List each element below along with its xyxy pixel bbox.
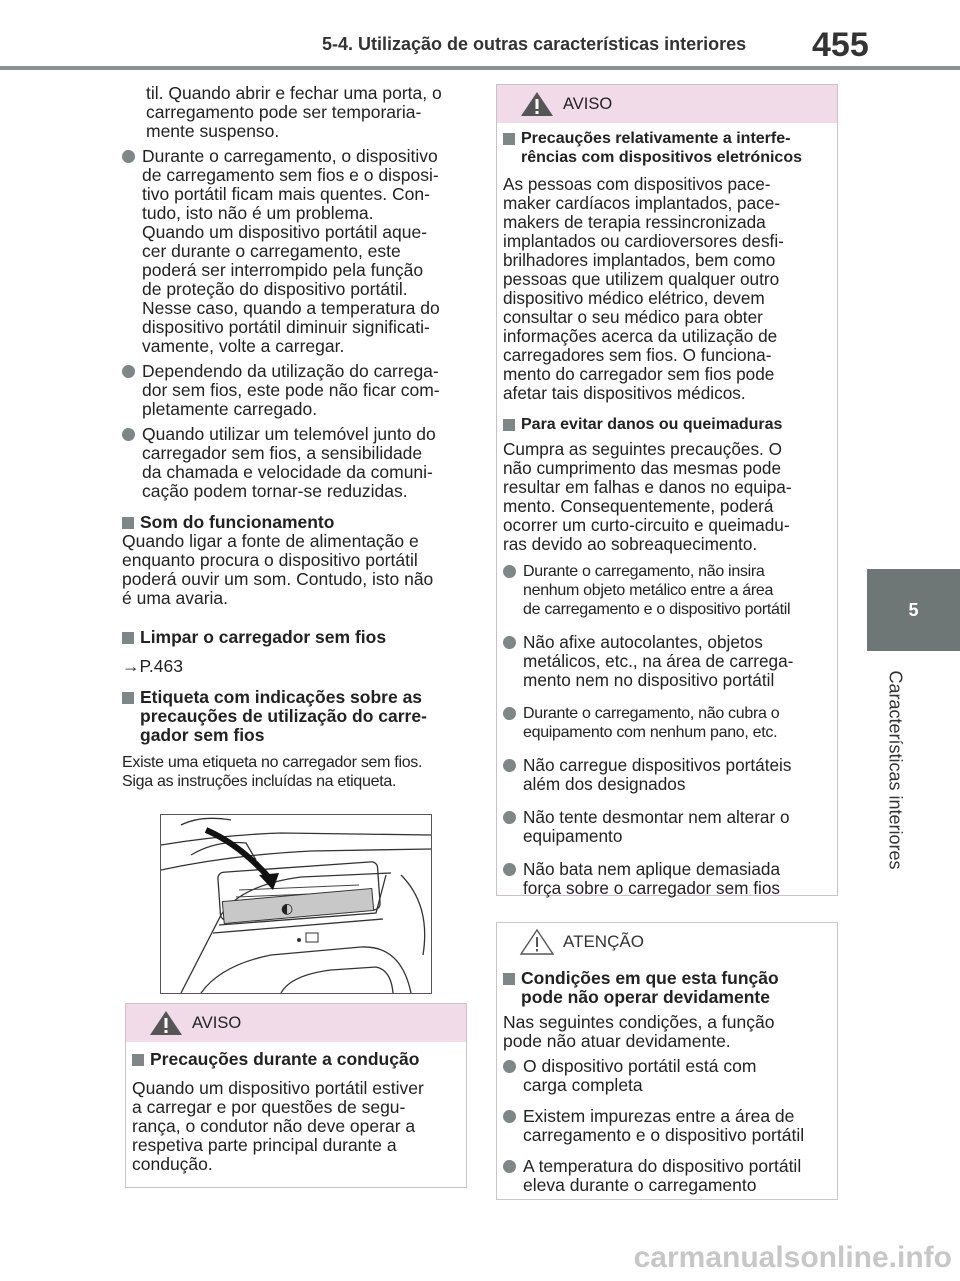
warning-text-damage: Cumpra as seguintes precauções. O não cumprimento das mesmas pode resultar em falhas e danos no equipa- mento. Consequentemente, poderá ocorrer um curto-circuito e queimadu- ras devido ao sobreaquecimento.: [503, 439, 792, 554]
warning-heading-damage: Para evitar danos ou queimaduras: [503, 415, 829, 434]
left-column: [122, 84, 472, 791]
attention-heading: Condições em que esta função pode não operar devidamente: [503, 969, 829, 1007]
warning-header: AVISO: [126, 1004, 466, 1042]
warning-box-driving: [125, 1003, 467, 1188]
intro-text: til. Quando abrir e fechar uma porta, o carregamento pode ser temporaria- mente suspenso.: [146, 83, 442, 141]
warning-triangle-icon: [519, 90, 555, 118]
section-text-label: Existe uma etiqueta no carregador sem fios. Siga as instruções incluídas na etiqueta.: [122, 754, 423, 790]
bullet-item: Durante o carregamento, o dispositivo de carregamento sem fios e o disposi- tivo portátil ficam mais quentes. Con- tudo, isto não é um problema. Quando um dispositivo portátil aque- cer durante o carregamento, este poderá ser interrompido pela função de proteção do dispositivo portátil. Nesse caso, quando a temperatura do dispositivo portátil diminuir significati- vamente, volte a carregar.: [122, 147, 472, 356]
bullet-dot-icon: [503, 759, 516, 772]
charger-drawing: [161, 815, 431, 993]
warning-triangle-icon: [148, 1009, 184, 1037]
bullet-dot-icon: [503, 1160, 516, 1173]
attention-header: ATENÇÃO: [497, 923, 837, 961]
bullet-item: Não carregue dispositivos portáteis além dos designados: [503, 756, 829, 794]
section-text-sound: Quando ligar a fonte de alimentação e enquanto procura o dispositivo portátil poderá ouvir um som. Contudo, isto não é uma avaria.: [122, 531, 434, 608]
warning-heading-interference: Precauções relativamente a interfe- rências com dispositivos eletrónicos: [503, 129, 829, 167]
bullet-item: Não bata nem aplique demasiada força sobre o carregador sem fios: [503, 860, 829, 898]
chapter-tab-number: 5: [908, 599, 919, 620]
bullet-dot-icon: [503, 1110, 516, 1123]
caution-triangle-icon: [519, 928, 555, 956]
bullet-dot-icon: [122, 150, 135, 163]
bullet-dot-icon: [503, 565, 516, 578]
heading-square-icon: [122, 632, 134, 644]
heading-square-icon: [503, 419, 515, 431]
watermark: carmanualsonline.info: [633, 1241, 952, 1274]
heading-square-icon: [122, 517, 134, 529]
bullet-dot-icon: [503, 636, 516, 649]
bullet-dot-icon: [122, 428, 135, 441]
bullet-item: Durante o carregamento, não cubra o equipamento com nenhum pano, etc.: [503, 704, 829, 742]
warning-text: Quando um dispositivo portátil estiver a carregar e por questões de segu- rança, o condutor não deve operar a respetiva parte principal durante a condução.: [132, 1078, 424, 1174]
warning-box-interference: [496, 84, 838, 896]
heading-square-icon: [132, 1054, 144, 1066]
warning-heading: Precauções durante a condução: [132, 1050, 458, 1069]
section-heading-label: Etiqueta com indicações sobre as precauções de utilização do carre- gador sem fios: [122, 688, 472, 745]
bullet-dot-icon: [503, 707, 516, 720]
attention-text: Nas seguintes condições, a função pode não atuar devidamente.: [503, 1012, 775, 1051]
chapter-side-label: Características interiores: [885, 670, 906, 870]
warning-header: AVISO: [497, 85, 837, 123]
bullet-dot-icon: [122, 365, 135, 378]
bullet-item: Quando utilizar um telemóvel junto do carregador sem fios, a sensibilidade da chamada e velocidade da comuni- cação podem tornar-se reduzidas.: [122, 425, 472, 501]
wireless-charger-illustration: [160, 814, 432, 994]
section-heading-clean: Limpar o carregador sem fios: [122, 628, 472, 647]
attention-box: [496, 922, 838, 1200]
section-heading-sound: Som do funcionamento: [122, 513, 472, 532]
bullet-dot-icon: [503, 1060, 516, 1073]
chapter-tab[interactable]: [867, 569, 960, 651]
heading-square-icon: [503, 133, 515, 145]
header-rule: [0, 66, 960, 70]
bullet-dot-icon: [503, 863, 516, 876]
svg-text:◐: ◐: [281, 901, 294, 917]
heading-square-icon: [122, 692, 134, 704]
page-number: 455: [812, 26, 869, 64]
bullet-item: Não afixe autocolantes, objetos metálicos, etc., na área de carrega- mento nem no dispositivo portátil: [503, 633, 829, 690]
page-reference-link[interactable]: →P.463: [122, 656, 183, 676]
bullet-item: A temperatura do dispositivo portátil eleva durante o carregamento: [503, 1157, 829, 1195]
heading-square-icon: [503, 973, 515, 985]
chapter-title: 5-4. Utilização de outras características interiores: [322, 34, 747, 54]
bullet-dot-icon: [503, 811, 516, 824]
bullet-item: Dependendo da utilização do carrega- dor sem fios, este pode não ficar com- pletamente carregado.: [122, 362, 472, 419]
bullet-item: O dispositivo portátil está com carga completa: [503, 1057, 829, 1095]
bullet-item: Existem impurezas entre a área de carregamento e o dispositivo portátil: [503, 1107, 829, 1145]
warning-text-interference: As pessoas com dispositivos pace- maker cardíacos implantados, pace- makers de terapia ressincronizada implantados ou cardioversores desfi- brilhadores implantados, bem como pessoas que utilizem qualquer outro dispositivo médico elétrico, devem consultar o seu médico para obter informações acerca da utilização de carregadores sem fios. O funciona- mento do carregador sem fios pode afetar tais dispositivos médicos.: [503, 174, 784, 403]
bullet-item: Não tente desmontar nem alterar o equipamento: [503, 808, 829, 846]
bullet-item: Durante o carregamento, não insira nenhum objeto metálico entre a área de carregamento e o dispositivo portátil: [503, 562, 829, 619]
